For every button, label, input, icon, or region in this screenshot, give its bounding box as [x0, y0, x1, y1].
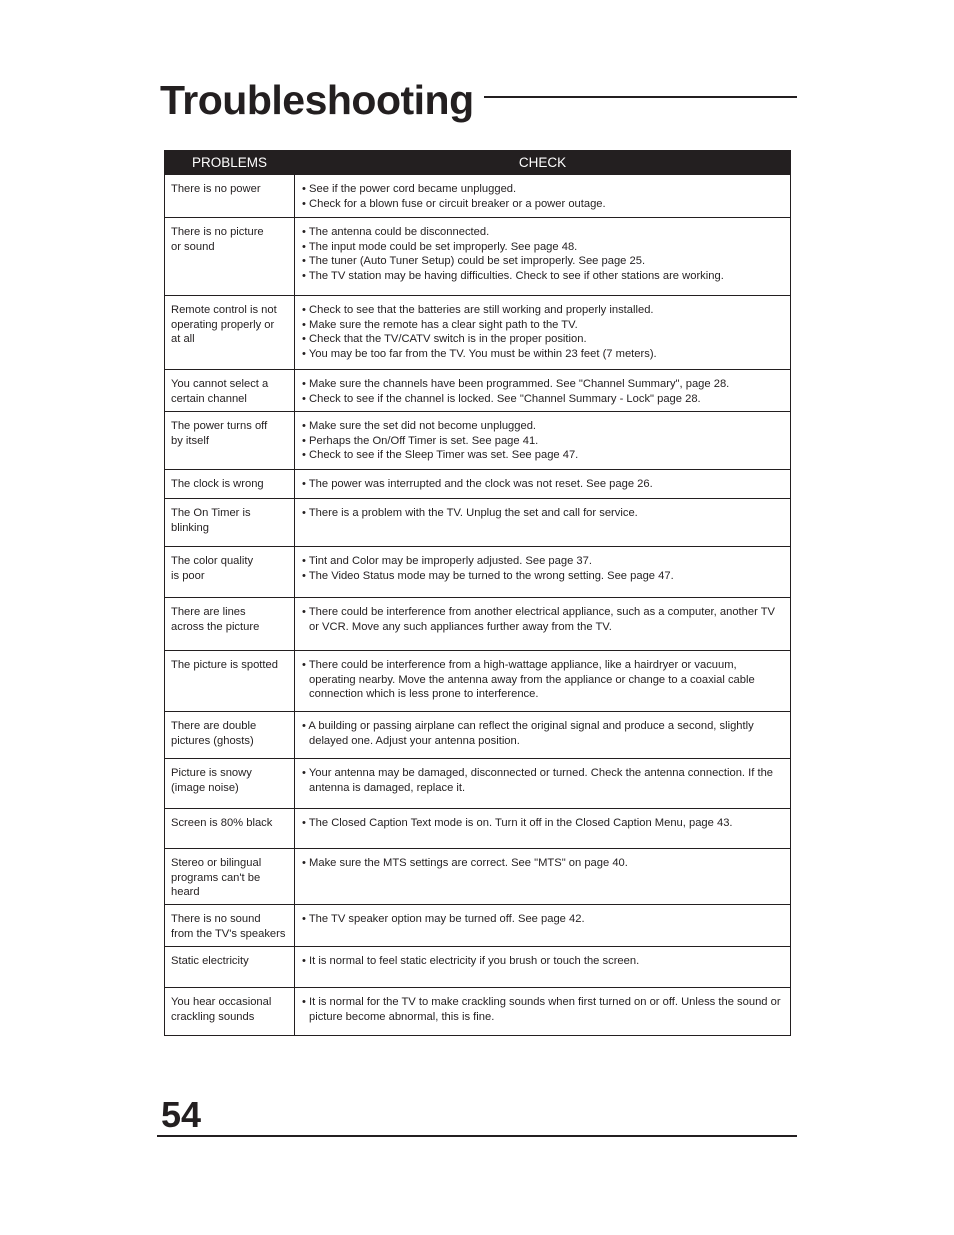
check-item: • Tint and Color may be improperly adjusted. See page 37.: [302, 555, 592, 567]
table-row: [165, 499, 791, 547]
table-row: [165, 296, 791, 370]
problem-cell: There are double pictures (ghosts): [165, 712, 295, 759]
problem-cell: The On Timer is blinking: [165, 499, 295, 547]
check-cell: [295, 988, 791, 1036]
check-item: • See if the power cord became unplugged.: [302, 183, 517, 195]
check-cell: [295, 759, 791, 809]
check-item: • Check for a blown fuse or circuit breaker or a power outage.: [302, 197, 606, 210]
table-row: [165, 651, 791, 712]
check-cell: [295, 905, 791, 947]
table-row: [165, 218, 791, 296]
check-item: • Check that the TV/CATV switch is in the proper position.: [302, 333, 587, 345]
page-title: Troubleshooting: [160, 77, 474, 123]
check-item: • The Closed Caption Text mode is on. Turn it off in the Closed Caption Menu, page 43.: [302, 817, 733, 829]
check-cell: [295, 370, 791, 412]
check-cell: [295, 809, 791, 849]
check-item: • The TV station may be having difficulties. Check to see if other stations are working.: [302, 269, 724, 282]
check-cell: [295, 598, 791, 651]
troubleshooting-table: [164, 150, 791, 1036]
problem-cell: Static electricity: [165, 947, 295, 988]
check-item: • There could be interference from a high-wattage appliance, like a hairdryer or vacuum, operating nearby. Move the antenna away from the appliance or change to a coaxial cable connection which is less prone to interference.: [302, 659, 755, 700]
check-cell: [295, 712, 791, 759]
problem-cell: There is no sound from the TV's speakers: [165, 905, 295, 947]
check-item: • It is normal to feel static electricity if you brush or touch the screen.: [302, 955, 640, 967]
problem-cell: There are lines across the picture: [165, 598, 295, 651]
check-cell: [295, 651, 791, 712]
check-cell: [295, 849, 791, 905]
table-row: [165, 712, 791, 759]
table-header-row: [165, 151, 791, 175]
check-item: • The tuner (Auto Tuner Setup) could be set improperly. See page 25.: [302, 255, 646, 267]
problem-cell: There is no power: [165, 175, 295, 218]
table-row: [165, 547, 791, 598]
problem-cell: Stereo or bilingual programs can't be heard: [165, 849, 295, 905]
check-item: • A building or passing airplane can reflect the original signal and produce a second, slightly delayed one. Adjust your antenna position.: [302, 720, 754, 747]
problem-cell: Picture is snowy (image noise): [165, 759, 295, 809]
table-row: [165, 598, 791, 651]
table-row: [165, 759, 791, 809]
check-cell: [295, 547, 791, 598]
check-cell: [295, 296, 791, 370]
problem-cell: The power turns off by itself: [165, 412, 295, 470]
check-cell: [295, 412, 791, 470]
problem-cell: You cannot select a certain channel: [165, 370, 295, 412]
check-item: • Perhaps the On/Off Timer is set. See page 41.: [302, 434, 539, 447]
check-cell: [295, 218, 791, 296]
problem-cell: There is no picture or sound: [165, 218, 295, 296]
check-item: • There could be interference from another electrical appliance, such as a computer, another TV or VCR. Move any such appliances further away from the TV.: [302, 606, 776, 633]
table-row: [165, 175, 791, 218]
check-item: • Make sure the MTS settings are correct. See "MTS" on page 40.: [302, 857, 628, 869]
table-row: [165, 947, 791, 988]
problem-cell: The color quality is poor: [165, 547, 295, 598]
check-item: • Check to see if the channel is locked. See "Channel Summary - Lock" page 28.: [302, 392, 701, 405]
check-item: • Make sure the channels have been programmed. See "Channel Summary", page 28.: [302, 378, 730, 390]
check-item: • The Video Status mode may be turned to the wrong setting. See page 47.: [302, 569, 674, 582]
problem-cell: Screen is 80% black: [165, 809, 295, 849]
footer-rule: [157, 1135, 797, 1137]
problem-cell: The picture is spotted: [165, 651, 295, 712]
table-row: [165, 809, 791, 849]
check-cell: [295, 947, 791, 988]
check-item: • It is normal for the TV to make crackling sounds when first turned on or off. Unless the sound or picture become abnormal, this is fine.: [302, 996, 781, 1023]
check-item: • The TV speaker option may be turned off. See page 42.: [302, 913, 585, 925]
check-item: • Check to see that the batteries are still working and properly installed.: [302, 304, 654, 316]
check-item: • Make sure the set did not become unplugged.: [302, 420, 537, 432]
table-row: [165, 412, 791, 470]
check-item: • The input mode could be set improperly. See page 48.: [302, 240, 578, 253]
table-row: [165, 370, 791, 412]
check-cell: [295, 175, 791, 218]
check-item: • Check to see if the Sleep Timer was set. See page 47.: [302, 449, 579, 461]
check-cell: [295, 499, 791, 547]
problem-cell: You hear occasional crackling sounds: [165, 988, 295, 1036]
check-item: • You may be too far from the TV. You must be within 23 feet (7 meters).: [302, 347, 657, 360]
problems-header: PROBLEMS: [165, 151, 295, 175]
table-row: [165, 470, 791, 499]
check-item: • Make sure the remote has a clear sight path to the TV.: [302, 318, 578, 331]
table-row: [165, 849, 791, 905]
check-header: CHECK: [295, 151, 791, 175]
problem-cell: The clock is wrong: [165, 470, 295, 499]
check-item: • The antenna could be disconnected.: [302, 226, 490, 238]
problem-cell: Remote control is not operating properly or at all: [165, 296, 295, 370]
check-item: • There is a problem with the TV. Unplug the set and call for service.: [302, 507, 638, 519]
table-row: [165, 905, 791, 947]
check-item: • Your antenna may be damaged, disconnected or turned. Check the antenna connection. If the antenna is damaged, replace it.: [302, 767, 774, 794]
page-number: 54: [161, 1094, 202, 1135]
check-cell: [295, 470, 791, 499]
table-row: [165, 988, 791, 1036]
title-rule: [484, 96, 797, 98]
check-item: • The power was interrupted and the clock was not reset. See page 26.: [302, 478, 653, 490]
